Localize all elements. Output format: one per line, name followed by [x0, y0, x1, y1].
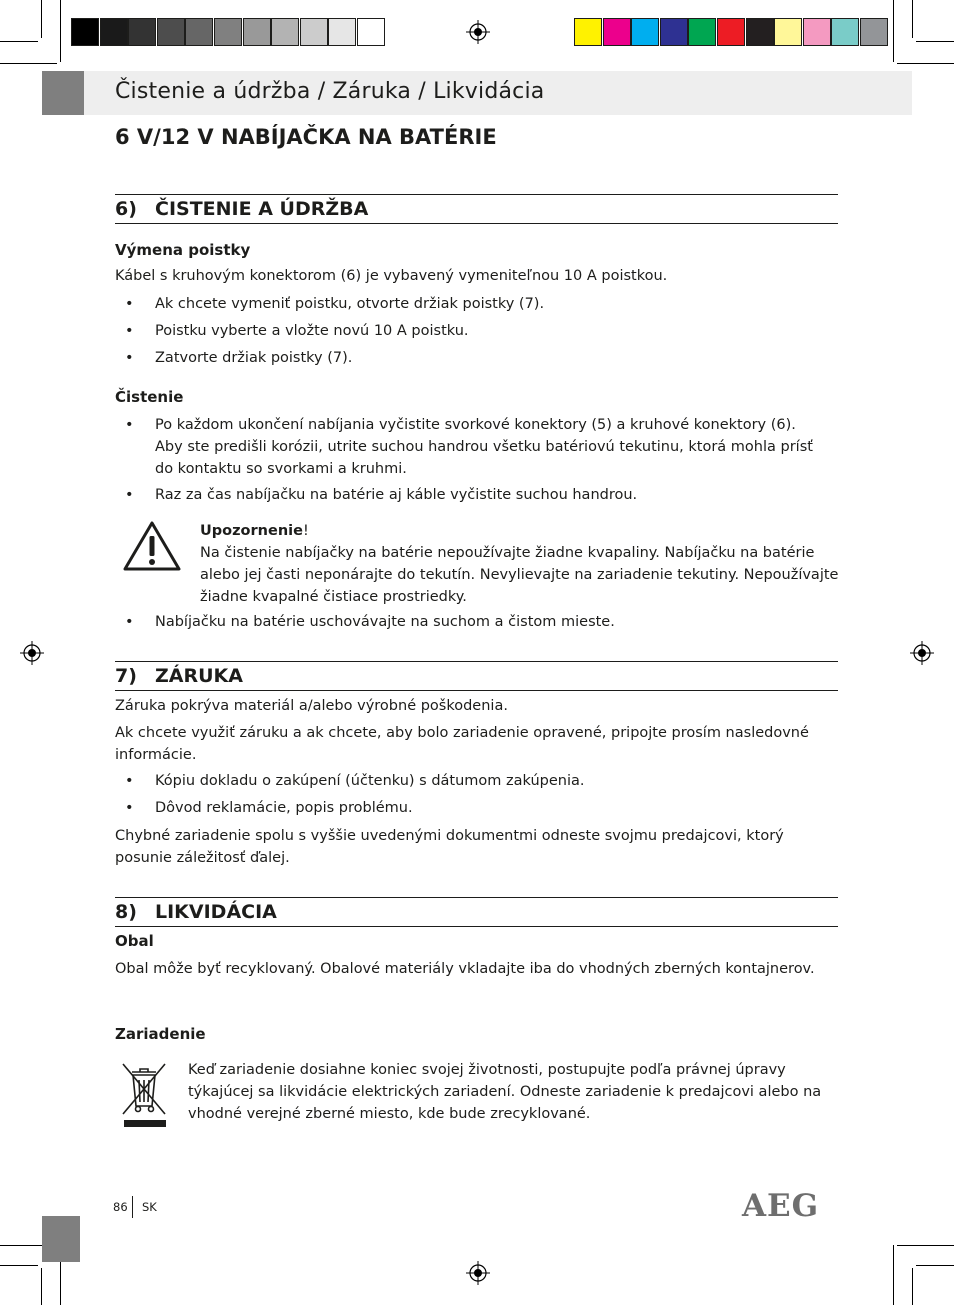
list-item-text	[155, 414, 840, 480]
fuse-intro	[115, 265, 840, 287]
line: alebo jej časti neponárajte do tekutín. Nevylievajte na zariadenie tekutiny. Nepoužívajte	[200, 567, 839, 583]
subheading-device: Zariadenie	[115, 1025, 206, 1043]
line: vhodné verejné zberné miesto, kde bude zrecyklované.	[188, 1106, 591, 1122]
color-swatch	[746, 18, 774, 46]
warning-title: Upozornenie	[200, 523, 303, 539]
line: Na čistenie nabíjačky na batérie nepoužívajte žiadne kvapaliny. Nabíjačku na batérie	[200, 545, 815, 561]
warranty-p2	[115, 722, 840, 766]
header-tab	[42, 71, 84, 115]
subheading-fuse: Výmena poistky	[115, 241, 251, 259]
color-swatch	[100, 18, 128, 46]
warning-notice	[200, 520, 840, 608]
page-header-title: Čistenie a údržba / Záruka / Likvidácia	[115, 79, 545, 104]
warning-triangle-icon	[122, 520, 182, 572]
line: týkajúcej sa likvidácie elektrických zariadení. Odneste zariadenie k predajcovi alebo na	[188, 1084, 822, 1100]
color-swatch	[831, 18, 859, 46]
color-swatch	[631, 18, 659, 46]
color-swatch	[688, 18, 716, 46]
line: posunie záležitosť ďalej.	[115, 850, 290, 866]
section-heading-cleaning	[115, 194, 838, 224]
section-heading-warranty	[115, 661, 838, 691]
color-swatch	[71, 18, 99, 46]
section-number: 6)	[115, 198, 137, 220]
color-swatch	[774, 18, 802, 46]
list-item-text: Kópiu dokladu o zakúpení (účtenku) s dátumom zakúpenia.	[155, 773, 585, 789]
page-number: 86	[113, 1200, 128, 1214]
document-title: 6 V/12 V NABÍJAČKA NA BATÉRIE	[115, 125, 497, 149]
fuse-intro-part2: (6) je vybavený vymeniteľnou 10 A poistkou.	[340, 268, 668, 284]
color-swatch	[860, 18, 888, 46]
weee-crossed-bin-icon	[118, 1060, 170, 1130]
section-number: 7)	[115, 665, 137, 687]
aeg-logo: AEG	[742, 1188, 820, 1224]
color-swatch	[717, 18, 745, 46]
line: informácie.	[115, 747, 197, 763]
color-swatch	[603, 18, 631, 46]
color-swatch	[660, 18, 688, 46]
registration-mark-icon	[20, 641, 44, 665]
line: žiadne kvapalné čistiace prostriedky.	[200, 589, 467, 605]
warning-mark: !	[302, 523, 309, 539]
color-swatch	[128, 18, 156, 46]
color-swatch	[803, 18, 831, 46]
section-title: ČISTENIE A ÚDRŽBA	[155, 198, 369, 220]
warranty-p1: Záruka pokrýva materiál a/alebo výrobné poškodenia.	[115, 698, 508, 714]
subheading-packaging: Obal	[115, 932, 154, 950]
color-swatch	[157, 18, 185, 46]
line: Aby ste predišli korózii, utrite suchou handrou všetku batériovú tekutinu, ktorá mohla prísť	[155, 439, 813, 455]
list-item: • Po každom ukončení nabíjania vyčistite svorkové konektory (5) a kruhové konektory (6). Aby ste predišli korózii, utrite suchou handrou všetku batériovú tekutinu, ktorá mohla prísť do kontaktu so svorkami a kruhmi.	[115, 414, 840, 480]
list-item-text: Zatvorte držiak poistky (7).	[155, 350, 353, 366]
section-title: LIKVIDÁCIA	[155, 901, 277, 923]
line: Po každom ukončení nabíjania vyčistite svorkové konektory (5) a kruhové konektory (6).	[155, 417, 796, 433]
subheading-cleaning: Čistenie	[115, 388, 184, 406]
color-swatch	[357, 18, 385, 46]
list-item-text: Ak chcete vymeniť poistku, otvorte držiak poistky (7).	[155, 296, 545, 312]
list-item-text: Raz za čas nabíjačku na batérie aj káble vyčistite suchou handrou.	[155, 487, 638, 503]
fuse-intro-part1: Kábel s kruhovým konektorom	[115, 268, 341, 284]
footer-divider	[132, 1196, 133, 1218]
list-item-text: Dôvod reklamácie, popis problému.	[155, 800, 413, 816]
section-title: ZÁRUKA	[155, 665, 243, 687]
color-swatch	[185, 18, 213, 46]
language-code: SK	[142, 1200, 157, 1214]
registration-mark-icon	[466, 1261, 490, 1285]
color-swatch	[328, 18, 356, 46]
color-swatch	[300, 18, 328, 46]
section-number: 8)	[115, 901, 137, 923]
packaging-text: Obal môže byť recyklovaný. Obalové materiály vkladajte iba do vhodných zberných kontajnerov.	[115, 961, 815, 977]
device-disposal-text	[188, 1059, 843, 1125]
section-heading-disposal	[115, 897, 838, 927]
footer-tab	[42, 1216, 80, 1262]
line: Ak chcete využiť záruku a ak chcete, aby bolo zariadenie opravené, pripojte prosím nasledovné	[115, 725, 809, 741]
line: do kontaktu so svorkami a kruhmi.	[155, 461, 407, 477]
list-item-text: Poistku vyberte a vložte novú 10 A poistku.	[155, 323, 469, 339]
color-swatch	[214, 18, 242, 46]
line: Keď zariadenie dosiahne koniec svojej životnosti, postupujte podľa právnej úpravy	[188, 1062, 786, 1078]
registration-mark-icon	[910, 641, 934, 665]
warranty-p3	[115, 825, 840, 869]
color-swatch	[243, 18, 271, 46]
list-item-text: Nabíjačku na batérie uschovávajte na suchom a čistom mieste.	[155, 614, 615, 630]
color-swatch	[271, 18, 299, 46]
registration-mark-icon	[466, 20, 490, 44]
line: Chybné zariadenie spolu s vyššie uvedenými dokumentmi odneste svojmu predajcovi, ktorý	[115, 828, 784, 844]
color-swatch	[574, 18, 602, 46]
